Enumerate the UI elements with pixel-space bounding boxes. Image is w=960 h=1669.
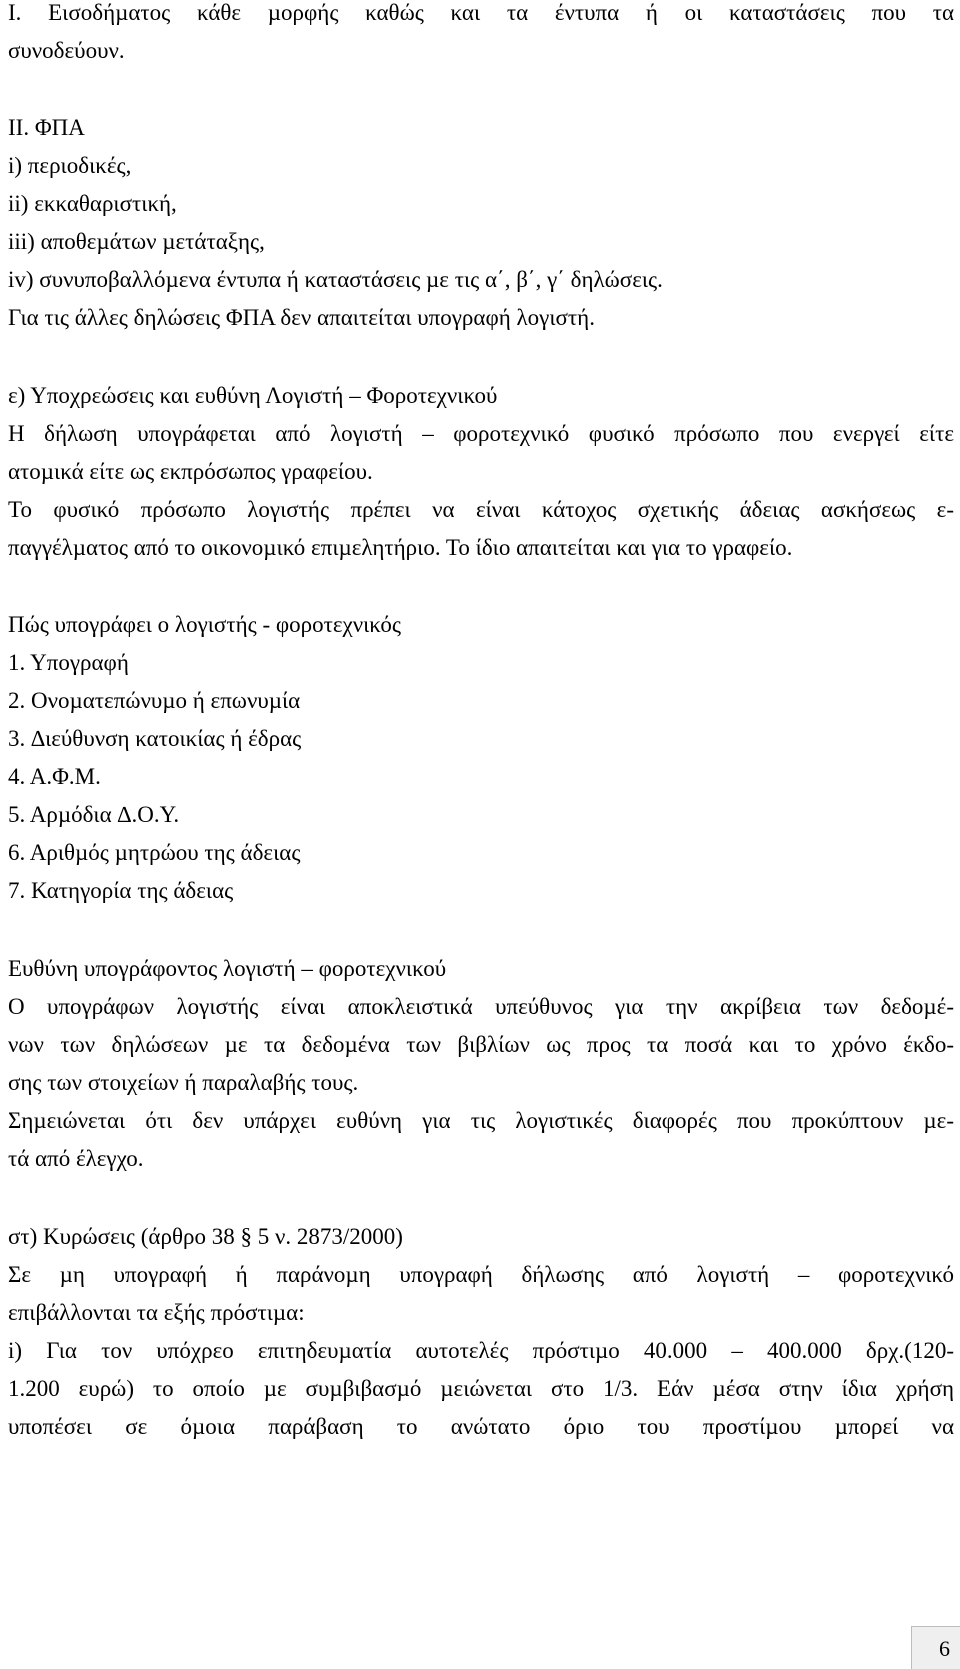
section-heading-responsibility: Ευθύνη υπογράφοντος λογιστή – φοροτεχνικού [8,956,447,981]
page-number-box [911,1626,960,1669]
text-line-sanctions-1: Σε µη υπογραφή ή παράνοµη υπογραφή δήλωσης από λογιστή – φοροτεχνικό [8,1262,954,1287]
text-line-declaration-signed: Η δήλωση υπογράφεται από λογιστή – φοροτεχνικό φυσικό πρόσωπο που ενεργεί είτε [8,421,954,446]
list-item-signature: 1. Υπογραφή [8,650,129,675]
text-line-sanctions-4: 1.200 ευρώ) το οποίο µε συµβιβασµό µειώνεται στο 1/3. Εάν µέσα στην ίδια χρήση [8,1376,954,1401]
list-item-inventory: iii) αποθεµάτων µετάταξης, [8,229,265,254]
text-line-income: I. Εισοδήµατος κάθε µορφής καθώς και τα έντυπα ή οι καταστάσεις που τα [8,0,954,25]
list-item-tax-id: 4. Α.Φ.Μ. [8,764,101,789]
list-item-name: 2. Ονοµατεπώνυµο ή επωνυµία [8,688,301,713]
text-line-sanctions-3: i) Για τον υπόχρεο επιτηδευµατία αυτοτελές πρόστιµο 40.000 – 400.000 δρχ.(120- [8,1338,954,1363]
text-line-responsibility-2: νων των δηλώσεων µε τα δεδοµένα των βιβλίων ως προς τα ποσά και το χρόνο έκδο- [8,1032,954,1057]
page-number: 6 [939,1636,950,1661]
list-item-periodic: i) περιοδικές, [8,153,132,178]
section-heading-sanctions: στ) Κυρώσεις (άρθρο 38 § 5 ν. 2873/2000) [8,1224,403,1249]
list-item-address: 3. ∆ιεύθυνση κατοικίας ή έδρας [8,726,302,751]
list-item-attached-forms: iv) συνυποβαλλόµενα έντυπα ή καταστάσεις µε τις α΄, β΄, γ΄ δηλώσεις. [8,267,663,292]
list-item-tax-office: 5. Αρµόδια ∆.Ο.Υ. [8,802,180,827]
text-line-income-cont: συνοδεύουν. [8,38,125,63]
list-item-clearance: ii) εκκαθαριστική, [8,191,177,216]
text-line-responsibility-1: Ο υπογράφων λογιστής είναι αποκλειστικά υπεύθυνος για την ακρίβεια των δεδοµέ- [8,994,954,1019]
text-line-no-signature: Για τις άλλες δηλώσεις ΦΠΑ δεν απαιτείται υπογραφή λογιστή. [8,305,595,330]
section-heading-how-signs: Πώς υπογράφει ο λογιστής - φοροτεχνικός [8,612,401,637]
text-line-no-liability-cont: τά από έλεγχο. [8,1146,144,1171]
text-line-declaration-signed-cont: ατοµικά είτε ως εκπρόσωπος γραφείου. [8,459,373,484]
text-line-license-required-cont: παγγέλµατος από το οικονοµικό επιµελητήριο. Το ίδιο απαιτείται και για το γραφείο. [8,535,793,560]
text-line-license-required: Το φυσικό πρόσωπο λογιστής πρέπει να είναι κάτοχος σχετικής άδειας ασκήσεως ε- [8,497,954,522]
list-item-license-number: 6. Αριθµός µητρώου της άδειας [8,840,301,865]
section-heading-vat: II. ΦΠΑ [8,115,85,140]
text-line-sanctions-2: επιβάλλονται τα εξής πρόστιµα: [8,1300,305,1325]
section-heading-obligations: ε) Υποχρεώσεις και ευθύνη Λογιστή – Φοροτεχνικού [8,383,498,408]
list-item-license-category: 7. Κατηγορία της άδειας [8,878,234,903]
text-line-no-liability: Σηµειώνεται ότι δεν υπάρχει ευθύνη για τις λογιστικές διαφορές που προκύπτουν µε- [8,1108,954,1133]
text-line-responsibility-3: σης των στοιχείων ή παραλαβής τους. [8,1070,359,1095]
text-line-sanctions-5: υποπέσει σε όµοια παράβαση το ανώτατο όριο του προστίµου µπορεί να [8,1414,954,1439]
